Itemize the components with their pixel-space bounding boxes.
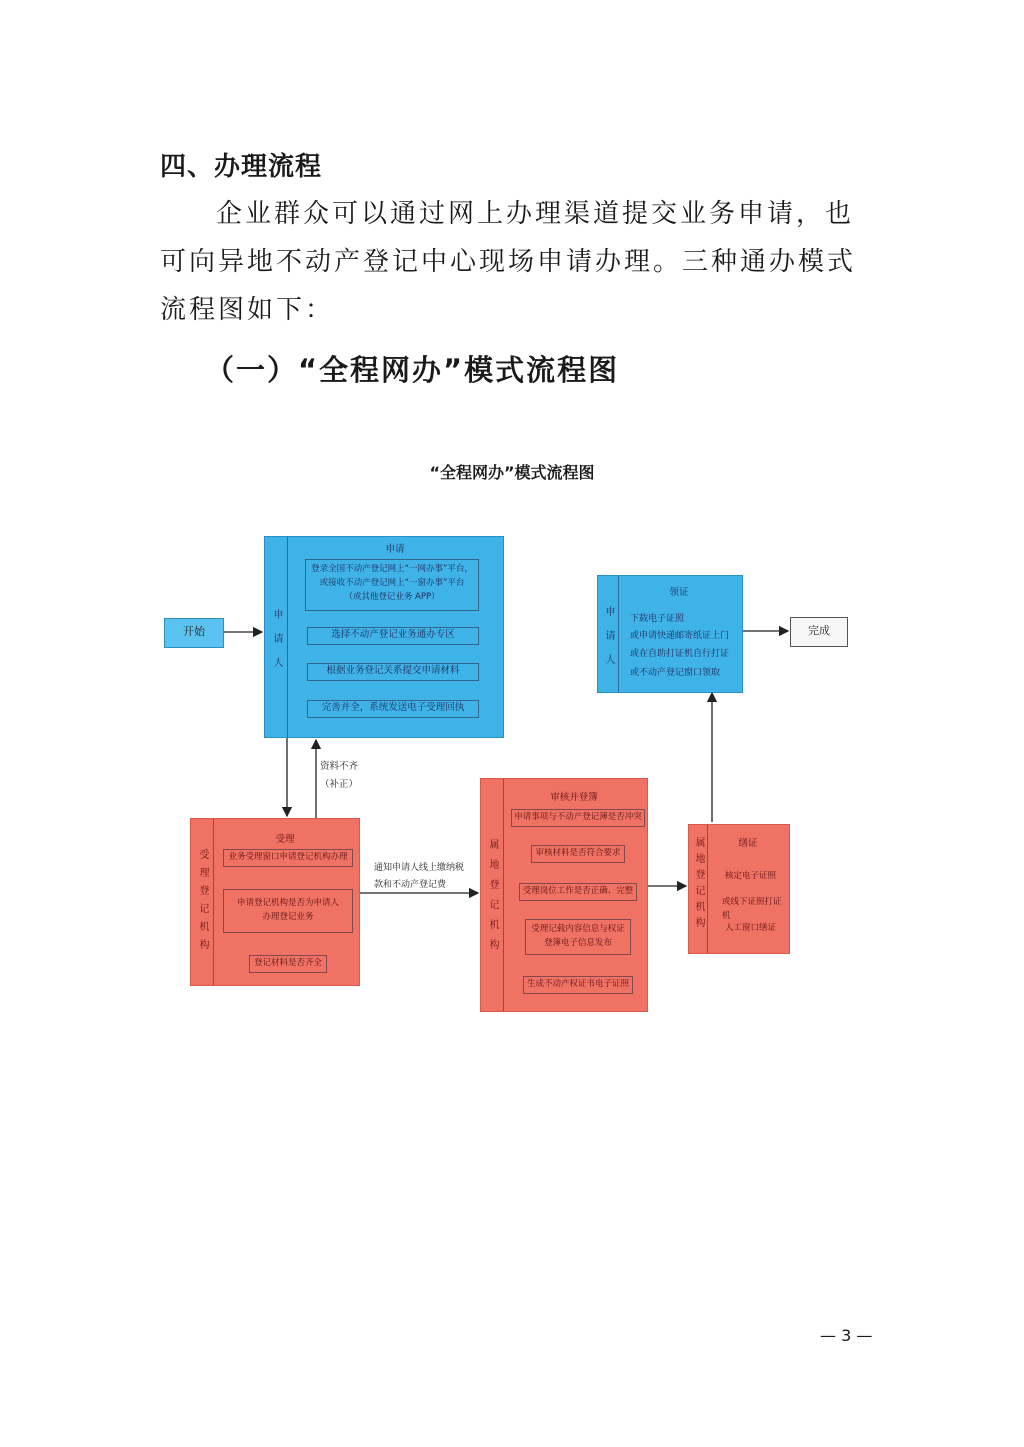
issue-title: 缮证: [738, 838, 758, 849]
review-step-3: 登记材料是否齐全: [249, 955, 327, 973]
receive-side-label: 申请人: [603, 606, 614, 678]
register-title: 审核并登簿: [550, 792, 598, 803]
issue-line-3: 人工窗口缮证: [725, 923, 777, 933]
review-panel: [190, 818, 360, 986]
label-incomplete: 资料不齐: [320, 761, 359, 772]
apply-panel: [264, 536, 504, 738]
review-step-2: 申请登记机构是否为申请人 办理登记业务: [223, 889, 353, 933]
intro-paragraph: 企业群众可以通过网上办理渠道提交业务申请，也可向异地不动产登记中心现场申请办理。三种通办模式流程图如下：: [160, 199, 857, 325]
label-supplement: （补正）: [320, 779, 359, 790]
issue-panel: [688, 824, 790, 954]
receive-line-3: 或在自助打证机自行打证: [630, 649, 730, 659]
receive-line-2: 或申请快递邮寄纸证上门: [630, 631, 730, 641]
register-step-1: 申请事项与不动产登记簿是否冲突: [511, 809, 645, 827]
finish-node: 完成: [790, 617, 848, 647]
label-notify-2: 款和不动产登记费: [374, 880, 447, 890]
issue-line-1: 核定电子证照: [725, 871, 777, 881]
apply-step-4: 完善并全，系统发送电子受理回执: [307, 700, 479, 718]
flowchart-title: “全程网办”模式流程图: [429, 463, 595, 482]
label-notify-1: 通知申请人线上缴纳税: [374, 863, 465, 873]
issue-side-label: 属地登记机构: [693, 837, 704, 933]
register-step-2: 审核材料是否符合要求: [531, 845, 625, 863]
register-step-3: 受理岗位工作是否正确、完整: [519, 883, 637, 901]
review-title: 受理: [275, 834, 295, 845]
apply-title: 申请: [385, 544, 405, 555]
receive-panel: [597, 575, 743, 693]
apply-step-1: 登录全国不动产登记网上“一网办事”平台， 或接收不动产登记网上“一窗办事”平台 （或其他登记业务 APP）: [305, 559, 479, 611]
register-side-label: 属地登记机构: [487, 839, 498, 959]
receive-title: 领证: [669, 587, 689, 598]
start-node: 开始: [164, 618, 224, 648]
page-number: — 3 —: [820, 1326, 873, 1345]
apply-step-2: 选择不动产登记业务通办专区: [307, 627, 479, 645]
apply-step-3: 根据业务登记关系提交申请材料: [307, 663, 479, 681]
sub-heading: （一）“全程网办”模式流程图: [205, 353, 620, 387]
register-step-5: 生成不动产权证书电子证照: [523, 976, 633, 994]
register-panel: [480, 778, 648, 1012]
review-side-label: 受理登记机构: [197, 849, 208, 957]
register-step-4: 受理记载内容信息与权证 登簿电子信息发布: [525, 919, 631, 955]
apply-side-label: 申请人: [271, 609, 282, 681]
issue-line-2: 或线下证照打证机: [722, 897, 782, 921]
receive-line-4: 或不动产登记窗口领取: [630, 668, 721, 678]
receive-line-1: 下载电子证照: [630, 614, 685, 624]
section-heading: 四、办理流程: [160, 152, 323, 182]
review-step-1: 业务受理窗口申请登记机构办理: [223, 849, 353, 867]
